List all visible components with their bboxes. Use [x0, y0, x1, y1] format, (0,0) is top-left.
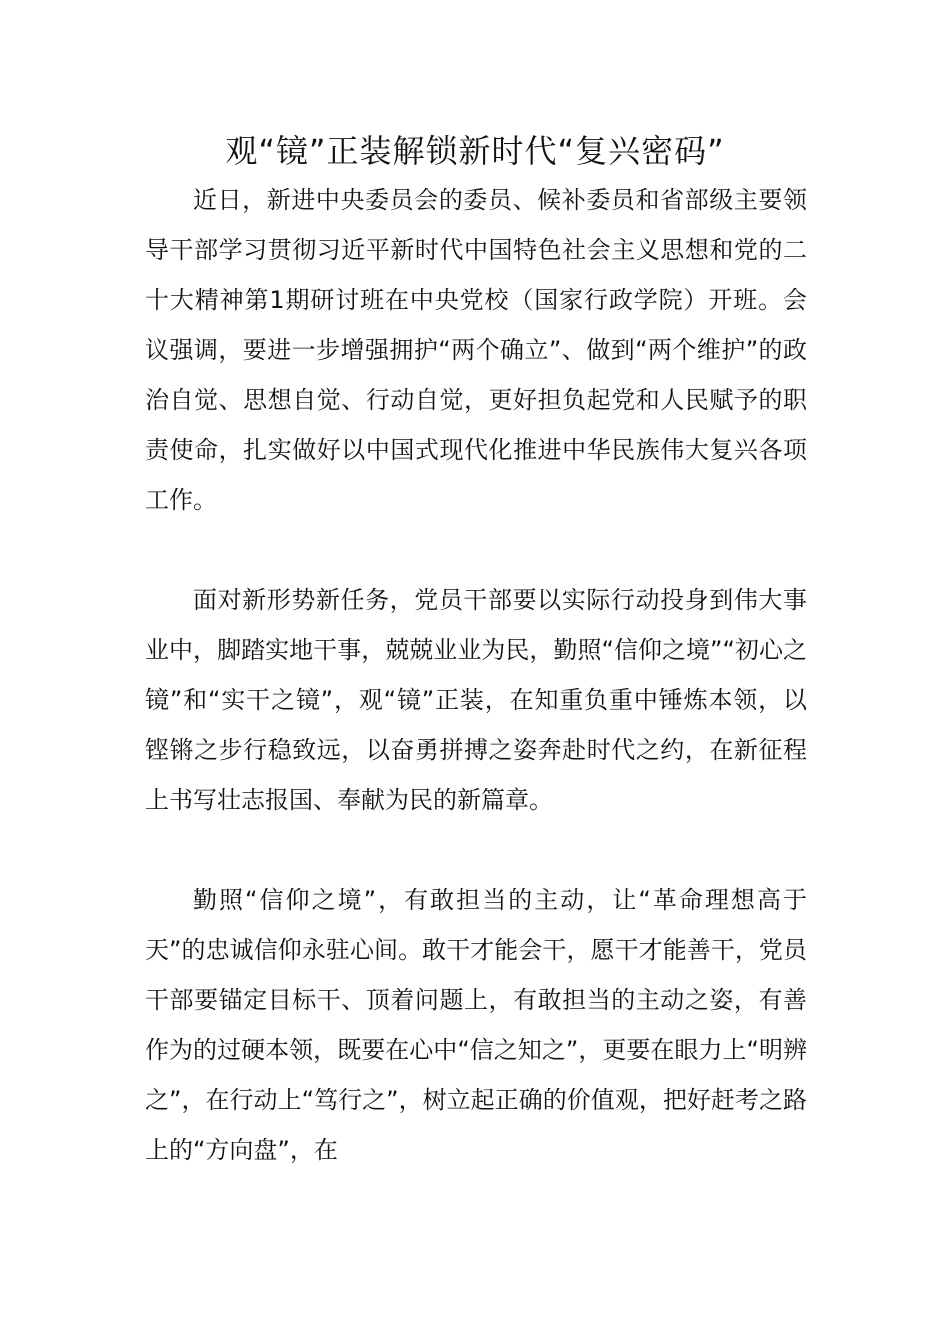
paragraph-spacer [145, 525, 807, 575]
paragraph-3: 勤照“信仰之境”，有敢担当的主动，让“革命理想高于天”的忠诚信仰永驻心间。敢干才能会干，愿干才能善干，党员干部要锚定目标干、顶着问题上，有敢担当的主动之姿，有善作为的过硬本领，既要在心中“信之知之”，更要在眼力上“明辨之”，在行动上“笃行之”，树立起正确的价值观，把好赶考之路上的“方向盘”，在 [145, 886, 807, 1164]
paragraph-1: 近日，新进中央委员会的委员、候补委员和省部级主要领导干部学习贯彻习近平新时代中国特色社会主义思想和党的二十大精神第1期研讨班在中央党校（国家行政学院）开班。会议强调，要进一步增强拥护“两个确立”、做到“两个维护”的政治自觉、思想自觉、行动自觉，更好担负起党和人民赋予的职责使命，扎实做好以中国式现代化推进中华民族伟大复兴各项工作。 [145, 186, 807, 514]
paragraph-spacer [145, 825, 807, 875]
document-title: 观“镜”正装解锁新时代“复兴密码” [225, 132, 725, 170]
paragraph-2: 面对新形势新任务，党员干部要以实际行动投身到伟大事业中，脚踏实地干事，兢兢业业为民，勤照“信仰之境”“初心之镜”和“实干之镜”，观“镜”正装，在知重负重中锤炼本领，以铿锵之步行稳致远，以奋勇拼搏之姿奔赴时代之约，在新征程上书写壮志报国、奉献为民的新篇章。 [145, 586, 807, 814]
document-body [145, 175, 807, 1175]
